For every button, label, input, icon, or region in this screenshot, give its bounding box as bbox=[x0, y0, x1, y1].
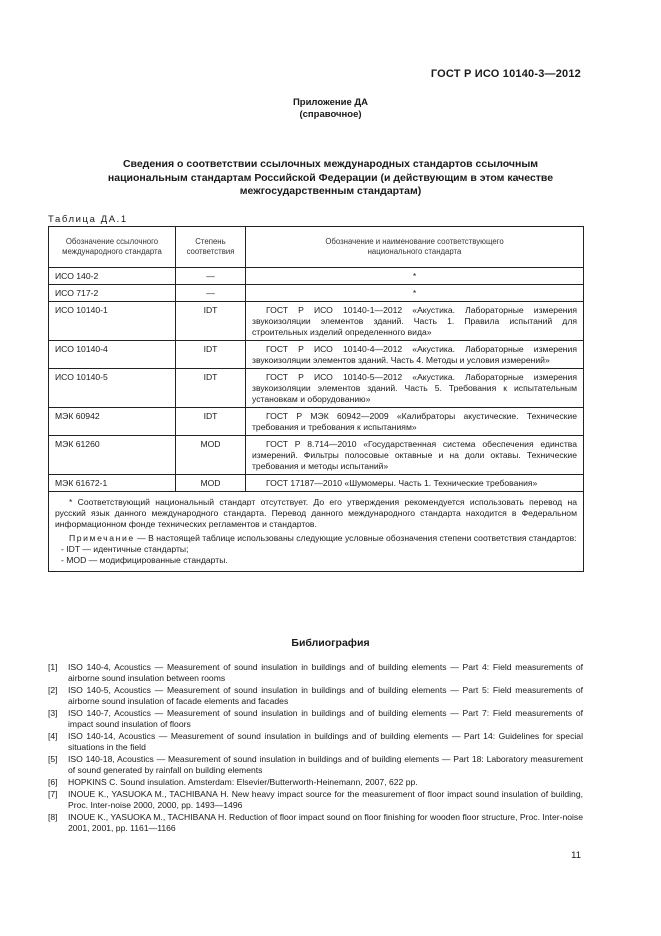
degree-cell: — bbox=[176, 285, 246, 302]
list-item bbox=[48, 685, 583, 707]
degree-cell: MOD bbox=[176, 436, 246, 475]
national-standard-cell: * bbox=[246, 268, 584, 285]
bibliography-text: INOUE K., YASUOKA M., TACHIBANA H. New heavy impact source for the measurement of floor impact sound insulation of building, Proc. Inter-noise 2000, 2000, pp. 1493—1496 bbox=[68, 789, 583, 810]
bibliography-number: [3] bbox=[48, 707, 58, 718]
intl-standard-cell: ИСО 717-2 bbox=[49, 285, 176, 302]
bibliography-number: [7] bbox=[48, 789, 58, 800]
main-title-line-2: национальным стандартам Российской Федерации (и действующим в этом качестве bbox=[107, 171, 554, 184]
intl-standard-cell: ИСО 10140-4 bbox=[49, 341, 176, 369]
table-notes bbox=[49, 492, 584, 572]
national-standard-cell bbox=[246, 341, 584, 369]
intl-standard-cell: ИСО 140-2 bbox=[49, 268, 176, 285]
intl-standard-cell: МЭК 61260 bbox=[49, 436, 176, 475]
list-item bbox=[48, 731, 583, 753]
national-standard-text: ГОСТ Р ИСО 10140-1—2012 «Акустика. Лабораторные измерения звукоизоляции элементов зданий. Часть 1. Правила испытаний для строительных изделий определенного вида» bbox=[252, 305, 577, 337]
national-standard-cell bbox=[246, 436, 584, 475]
degree-cell: — bbox=[176, 268, 246, 285]
bibliography-number: [2] bbox=[48, 684, 58, 695]
page-number: 11 bbox=[571, 850, 581, 861]
table-note bbox=[55, 533, 577, 544]
national-standard-cell bbox=[246, 408, 584, 436]
main-title-line-1: Сведения о соответствии ссылочных международных стандартов ссылочным bbox=[122, 158, 539, 170]
intl-standard-cell: ИСО 10140-1 bbox=[49, 302, 176, 341]
bibliography-text: HOPKINS C. Sound insulation. Amsterdam: Elsevier/Butterworth-Heinemann, 2007, 622 pp. bbox=[68, 776, 418, 787]
note-item-idt: - IDT — идентичные стандарты; bbox=[61, 544, 189, 555]
bibliography-number: [5] bbox=[48, 753, 58, 764]
national-standard-cell: * bbox=[246, 285, 584, 302]
national-standard-text: ГОСТ Р ИСО 10140-5—2012 «Акустика. Лабораторные измерения звукоизоляции элементов зданий. Часть 5. Требования к испытательным установкам и оборудованию» bbox=[252, 372, 577, 404]
bibliography-list bbox=[48, 662, 583, 835]
header-national-standard: Обозначение и наименование соответствующего национального стандарта bbox=[246, 227, 584, 268]
bibliography-title: Библиография bbox=[291, 637, 370, 649]
national-standard-text: ГОСТ Р МЭК 60942—2009 «Калибраторы акустические. Технические требования и требования к испытаниям» bbox=[252, 411, 577, 432]
table-footnote bbox=[55, 497, 577, 529]
national-standard-cell bbox=[246, 369, 584, 408]
correspondence-table bbox=[48, 226, 584, 572]
list-item bbox=[48, 754, 583, 776]
list-item bbox=[48, 789, 583, 811]
list-item bbox=[48, 812, 583, 834]
bibliography-text: ISO 140-5, Acoustics — Measurement of sound insulation in buildings and of building elements — Part 5: Field measurements of airborne sound insulation of facade elements and facades bbox=[68, 684, 583, 706]
note-label: Примечание bbox=[69, 533, 135, 544]
appendix-heading bbox=[0, 97, 661, 121]
degree-cell: IDT bbox=[176, 302, 246, 341]
bibliography-number: [6] bbox=[48, 776, 58, 787]
note-item-mod: - MOD — модифицированные стандарты. bbox=[61, 554, 228, 565]
list-item bbox=[48, 777, 583, 788]
header-intl-standard: Обозначение ссылочного международного стандарта bbox=[49, 227, 176, 268]
intl-standard-cell: МЭК 61672-1 bbox=[49, 475, 176, 492]
degree-cell: IDT bbox=[176, 408, 246, 436]
bibliography-text: ISO 140-18, Acoustics — Measurement of sound insulation in buildings and of building elements — Part 18: Laboratory measurement of sound generated by rainfall on building elements bbox=[68, 753, 583, 775]
national-standard-cell bbox=[246, 475, 584, 492]
bibliography-text: ISO 140-4, Acoustics — Measurement of sound insulation in buildings and of building elements — Part 4: Field measurements of airborne sound insulation between rooms bbox=[68, 662, 583, 683]
degree-cell: MOD bbox=[176, 475, 246, 492]
intl-standard-cell: МЭК 60942 bbox=[49, 408, 176, 436]
table-row bbox=[49, 285, 584, 302]
intl-standard-cell: ИСО 10140-5 bbox=[49, 369, 176, 408]
table-row bbox=[49, 436, 584, 475]
list-item bbox=[48, 708, 583, 730]
appendix-subtitle: (справочное) bbox=[299, 109, 362, 120]
bibliography-number: [8] bbox=[48, 812, 58, 823]
table-row bbox=[49, 302, 584, 341]
table-row bbox=[49, 369, 584, 408]
bibliography-text: ISO 140-14, Acoustics — Measurement of sound insulation in buildings and of building elements — Part 14: Guidelines for special situations in the field bbox=[68, 730, 583, 752]
main-title-line-3: межгосударственным стандартам) bbox=[239, 185, 422, 197]
list-item bbox=[48, 662, 583, 684]
bibliography-number: [4] bbox=[48, 730, 58, 741]
bibliography-text: INOUE K., YASUOKA M., TACHIBANA H. Reduction of floor impact sound on floor finishing for wooden floor structure, Proc. Inter-noise 2001, 2001, pp. 1161—1166 bbox=[68, 812, 583, 833]
bibliography-number: [1] bbox=[48, 662, 58, 672]
document-code: ГОСТ Р ИСО 10140-3—2012 bbox=[430, 68, 581, 80]
table-row bbox=[49, 408, 584, 436]
table-label: Таблица ДА.1 bbox=[48, 214, 128, 225]
header-degree: Степень соответствия bbox=[176, 227, 246, 268]
national-standard-cell bbox=[246, 302, 584, 341]
national-standard-text: ГОСТ Р ИСО 10140-4—2012 «Акустика. Лабораторные измерения звукоизоляции элементов зданий. Часть 4. Методы и условия измерений» bbox=[252, 344, 577, 365]
degree-cell: IDT bbox=[176, 369, 246, 408]
appendix-title: Приложение ДА bbox=[292, 97, 369, 108]
table-notes-row bbox=[49, 492, 584, 572]
national-standard-text: ГОСТ 17187—2010 «Шумомеры. Часть 1. Технические требования» bbox=[266, 478, 538, 488]
table-row bbox=[49, 268, 584, 285]
table-row bbox=[49, 475, 584, 492]
degree-cell: IDT bbox=[176, 341, 246, 369]
note-text: — В настоящей таблице использованы следующие условные обозначения степени соответствия стандартов: bbox=[134, 533, 577, 544]
table-header-row bbox=[49, 227, 584, 268]
main-title bbox=[60, 158, 601, 199]
table-row bbox=[49, 341, 584, 369]
bibliography-text: ISO 140-7, Acoustics — Measurement of sound insulation in buildings and of building elements — Part 7: Field measurements of impact sound insulation of floors bbox=[68, 707, 583, 729]
table-footnote-text: * Соответствующий национальный стандарт отсутствует. До его утверждения рекомендуется использовать перевод на русский язык данного международного стандарта. Перевод данного международного стандарта находится в Федеральном информационном фонде технических регламентов и стандартов. bbox=[55, 497, 577, 529]
national-standard-text: ГОСТ Р 8.714—2010 «Государственная система обеспечения единства измерений. Фильтры полосовые октавные и на доли октавы. Технические требования и методы испытаний» bbox=[252, 439, 577, 471]
